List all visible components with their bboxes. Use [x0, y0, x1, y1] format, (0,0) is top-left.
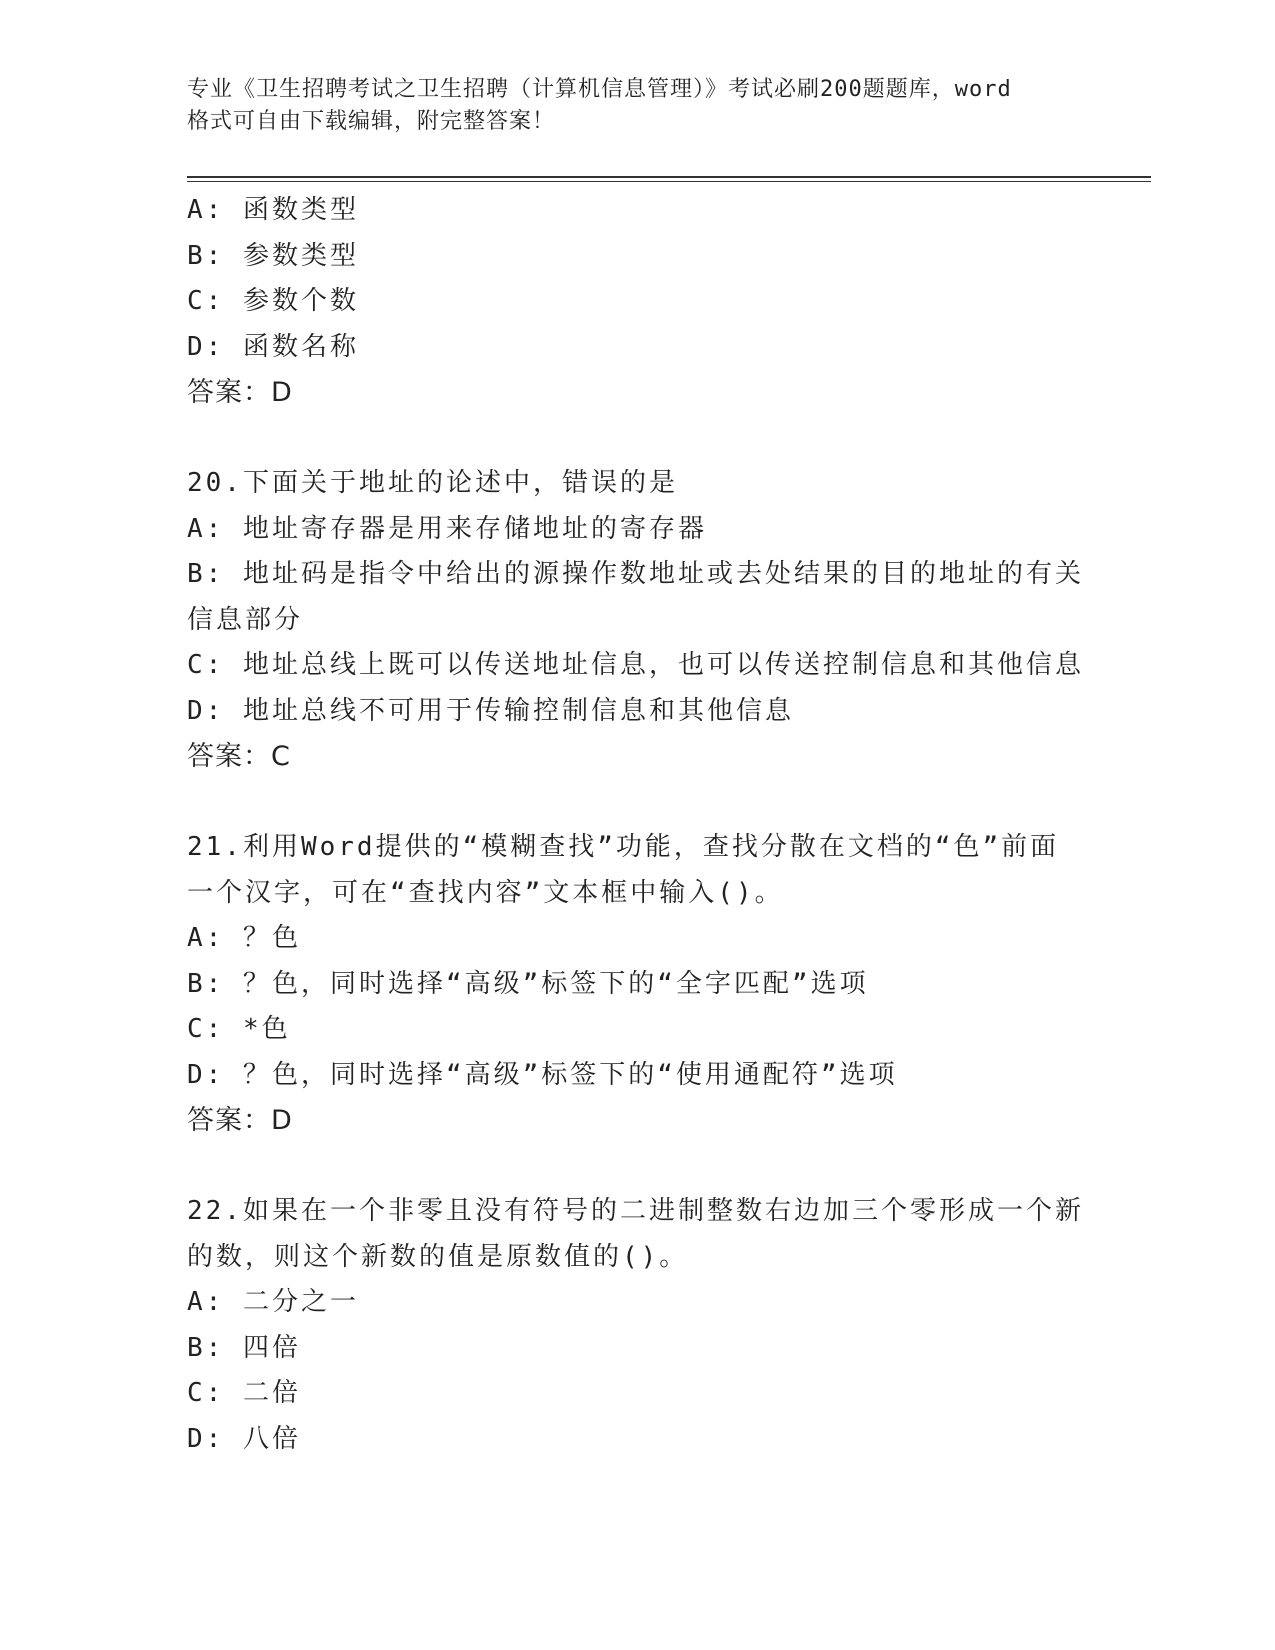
option-b: B: 四倍: [187, 1332, 301, 1363]
question-20: [187, 461, 1087, 780]
header-divider-thin: [187, 181, 1151, 182]
answer: 答案：C: [187, 741, 291, 772]
question-text: 21.利用Word提供的“模糊查找”功能，查找分散在文档的“色”前面一个汉字，可在“查找内容”文本框中输入()。: [187, 832, 1060, 908]
option-b: B: ？色，同时选择“高级”标签下的“全字匹配”选项: [187, 968, 869, 999]
question-21: [187, 825, 1087, 1144]
option-d: D: 地址总线不可用于传输控制信息和其他信息: [187, 695, 794, 726]
option-b: B: 参数类型: [187, 240, 359, 271]
answer: 答案：D: [187, 1105, 293, 1136]
question-22: [187, 1189, 1087, 1462]
option-c: C: 二倍: [187, 1378, 301, 1408]
option-c: C: *色: [187, 1014, 291, 1044]
option-a: A: 函数类型: [187, 195, 359, 225]
option-c: C: 参数个数: [187, 286, 359, 316]
option-a: A: ？色: [187, 923, 301, 953]
question-list: [187, 188, 1087, 1462]
question-text: 20.下面关于地址的论述中，错误的是: [187, 468, 678, 498]
option-a: A: 二分之一: [187, 1287, 359, 1317]
document-header: [187, 74, 1087, 138]
header-divider-thick: [187, 176, 1151, 178]
option-d: D: ？色，同时选择“高级”标签下的“使用通配符”选项: [187, 1059, 898, 1090]
answer: 答案：D: [187, 377, 293, 408]
option-d: D: 八倍: [187, 1423, 301, 1454]
header-line-2: 格式可自由下载编辑，附完整答案！: [187, 109, 556, 134]
option-a: A: 地址寄存器是用来存储地址的寄存器: [187, 513, 707, 544]
option-d: D: 函数名称: [187, 331, 359, 362]
question-text: 22.如果在一个非零且没有符号的二进制整数右边加三个零形成一个新的数，则这个新数的值是原数值的()。: [187, 1196, 1084, 1272]
option-b: B: 地址码是指令中给出的源操作数地址或去处结果的目的地址的有关信息部分: [187, 559, 1084, 635]
option-c: C: 地址总线上既可以传送地址信息，也可以传送控制信息和其他信息: [187, 650, 1084, 680]
header-line-1: 专业《卫生招聘考试之卫生招聘（计算机信息管理）》考试必刷200题题库，word: [187, 77, 1012, 102]
question-19: [187, 188, 1087, 416]
